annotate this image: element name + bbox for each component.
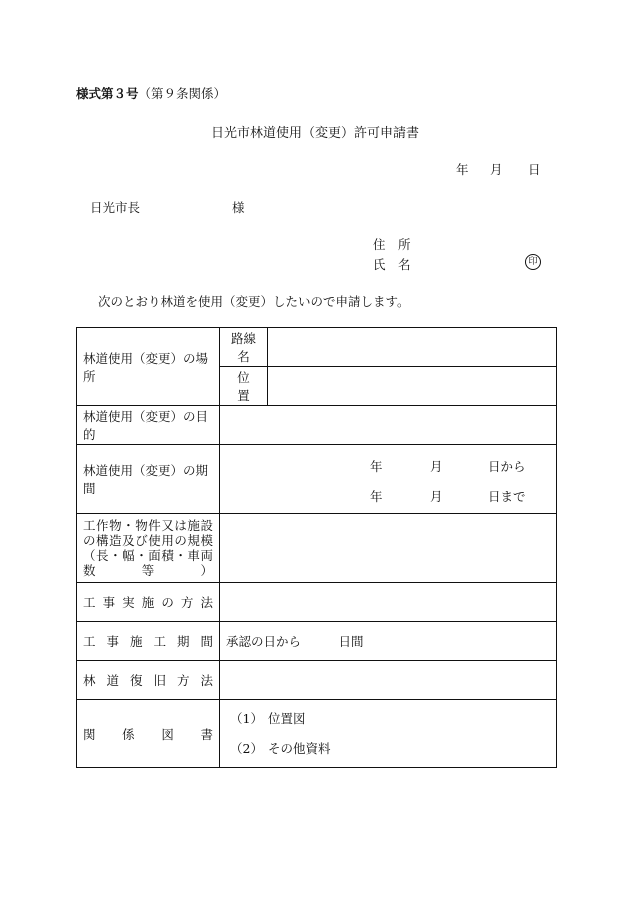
form-number	[76, 84, 226, 102]
purpose-label: 林道使用（変更）の目的	[77, 406, 220, 445]
purpose-field[interactable]	[220, 406, 557, 445]
construction-method-row	[77, 583, 557, 622]
document-title: 日光市林道使用（変更）許可申請書	[210, 126, 419, 141]
date-year-label: 年	[456, 162, 469, 177]
docs-row	[77, 700, 557, 768]
period-field[interactable]	[220, 445, 557, 514]
intro-sentence: 次のとおり林道を使用（変更）したいので申請します。	[98, 294, 410, 309]
construction-period-field[interactable]: 承認の日から 日間	[220, 622, 557, 661]
position-field[interactable]	[268, 367, 557, 406]
period-row	[77, 445, 557, 514]
form-reference: （第９条関係）	[138, 86, 227, 101]
position-label: 位 置	[220, 367, 268, 406]
period-label: 林道使用（変更）の期間	[77, 445, 220, 514]
construction-period-row	[77, 622, 557, 661]
docs-item	[226, 704, 550, 734]
docs-item-number: （1）	[230, 710, 263, 726]
docs-item-text: 位置図	[268, 710, 306, 726]
period-from-day: 日から	[488, 459, 526, 474]
period-to-year: 年	[370, 489, 383, 504]
docs-item-text: その他資料	[268, 740, 331, 756]
route-name-field[interactable]	[268, 328, 557, 367]
restoration-row	[77, 661, 557, 700]
structure-row	[77, 514, 557, 583]
honorific: 様	[232, 200, 245, 215]
date-month-label: 月	[490, 162, 503, 177]
purpose-row	[77, 406, 557, 445]
route-name-label: 路線名	[220, 328, 268, 367]
applicant-name-label: 氏 名	[373, 257, 411, 272]
date-day-label: 日	[528, 162, 541, 177]
form-number-main: 様式第３号	[76, 86, 139, 101]
construction-method-field[interactable]	[220, 583, 557, 622]
structure-field[interactable]	[220, 514, 557, 583]
addressee: 日光市長	[90, 200, 141, 215]
applicant-address-label: 住 所	[373, 237, 411, 252]
period-from-month: 月	[430, 459, 443, 474]
place-label: 林道使用（変更）の場所	[77, 328, 220, 406]
docs-label: 関係図書	[77, 700, 220, 768]
period-from-year: 年	[370, 459, 383, 474]
docs-field	[220, 700, 557, 768]
restoration-field[interactable]	[220, 661, 557, 700]
construction-period-label: 工事施工期間	[77, 622, 220, 661]
seal-mark: 印	[525, 254, 541, 270]
period-to-day: 日まで	[488, 489, 526, 504]
structure-label: 工作物・物件又は施設の構造及び使用の規模（長・幅・面積・車両数等）	[77, 514, 220, 583]
docs-item	[226, 734, 550, 764]
docs-item-number: （2）	[230, 740, 263, 756]
application-form-table	[76, 327, 557, 768]
construction-method-label: 工事実施の方法	[77, 583, 220, 622]
route-row	[77, 328, 557, 367]
restoration-label: 林道復旧方法	[77, 661, 220, 700]
period-to-month: 月	[430, 489, 443, 504]
